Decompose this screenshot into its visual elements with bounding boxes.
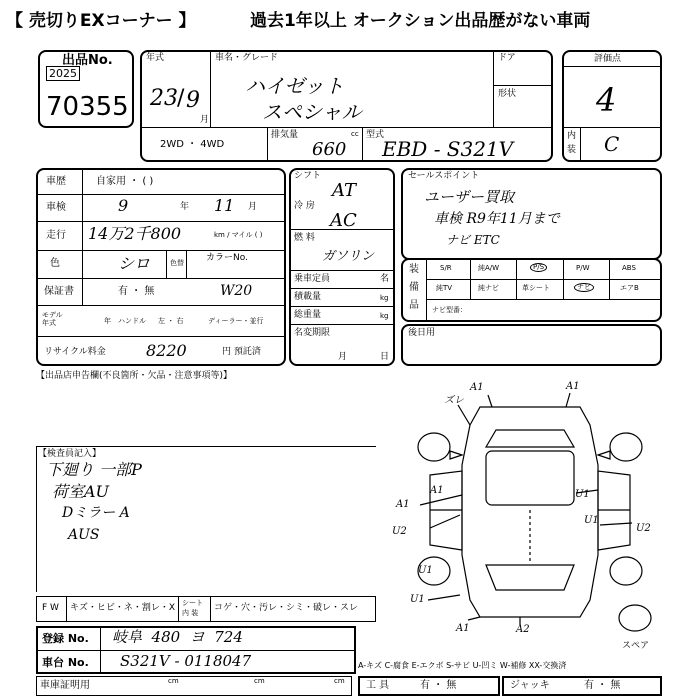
recycle-unit: 円 預託済: [222, 347, 261, 357]
equip-sr: S/R: [440, 264, 452, 272]
diagram-mark-12: A2: [516, 624, 530, 635]
equip-airbag: エアB: [620, 284, 639, 292]
mileage-unit: km / マイル ( ): [214, 231, 263, 239]
color-no-value: W20: [220, 283, 253, 299]
fw-label: F W: [42, 603, 59, 613]
equip-pw: P/W: [576, 264, 590, 272]
equip-navi: ナビ: [574, 283, 594, 292]
spare-label: スペア: [622, 641, 650, 651]
reg-label: 登録 No.: [42, 632, 89, 645]
fw-items: キズ・ヒビ・ネ・割レ・X: [70, 603, 175, 613]
equip-label-3: 品: [409, 300, 419, 311]
equip-tv: 純TV: [436, 284, 453, 292]
jack-value: 有 ・ 無: [584, 680, 621, 691]
gross-label: 総重量: [294, 310, 322, 320]
grade-value: スペシャル: [262, 100, 362, 124]
diagram-mark-8: U1: [584, 515, 599, 526]
fuel-value: ガソリン: [322, 249, 375, 264]
handle-label: ハンドル: [118, 317, 146, 325]
mileage-label: 走行: [46, 230, 66, 241]
name-change-day: 日: [380, 352, 390, 362]
interior-value: C: [604, 132, 620, 156]
name-change-month: 月: [338, 352, 348, 362]
displacement-label: 排気量: [271, 130, 299, 140]
dealer-label: ディーラー・並行: [208, 317, 264, 325]
cert-cm-1: cm: [168, 677, 179, 685]
lot-number: 70355: [46, 92, 129, 122]
navi-model-label: ナビ型番：: [432, 306, 467, 314]
capacity-unit: 名: [380, 274, 390, 284]
recycle-label: リサイクル料金: [44, 347, 106, 357]
inspection-label: 車検: [46, 202, 66, 213]
name-label: 車名・グレード: [215, 53, 279, 63]
load-unit: kg: [380, 294, 389, 302]
diagram-mark-3: ズレ: [444, 395, 464, 406]
year-label: 年式: [146, 53, 165, 63]
fuel-label: 燃 料: [294, 233, 315, 243]
ac-value: AC: [330, 210, 357, 231]
inspection-year: 9: [118, 196, 129, 215]
displacement-unit: cc: [351, 130, 359, 138]
diagram-mark-6: U1: [575, 489, 590, 500]
color-label: 色: [50, 258, 60, 269]
diagram-mark-7: U2: [392, 526, 407, 537]
cert-cm-3: cm: [334, 677, 345, 685]
name-change-label: 名変期限: [294, 328, 331, 338]
lot-label: 出品No.: [62, 53, 113, 68]
shift-label: シフト: [294, 171, 322, 181]
diagram-mark-9: U2: [636, 523, 651, 534]
model-label: 型式: [366, 130, 385, 140]
model-year-unit: 年: [104, 317, 111, 325]
equip-ps: P/S: [530, 263, 547, 272]
equip-navi-oem: 純ナビ: [478, 284, 499, 292]
diagram-mark-10: U1: [410, 594, 425, 605]
lot-year-tag: 2025: [46, 66, 80, 81]
inspector-label: 【検査員記入】: [38, 449, 102, 459]
score-label: 評価点: [594, 54, 622, 64]
sheet-label-1: シート: [182, 599, 203, 607]
warranty-value: 有 ・ 無: [118, 286, 155, 297]
capacity-label: 乗車定員: [294, 274, 331, 284]
color-no-label: カラーNo.: [206, 253, 248, 263]
ac-label: 冷 房: [294, 201, 315, 211]
diagram-mark-5: A1: [430, 485, 444, 496]
equip-label-1: 装: [409, 264, 419, 275]
diagram-mark-1: A1: [470, 382, 484, 393]
name-value: ハイゼット: [245, 74, 344, 98]
tool-value: 有 ・ 無: [420, 680, 457, 691]
diagram-mark-2: A1: [566, 381, 580, 392]
drive-label: 2WD ・ 4WD: [160, 139, 225, 150]
jack-label: ジャッキ: [510, 680, 550, 691]
inspector-line-1: 下廻り 一部P: [46, 460, 142, 479]
color-value: シロ: [118, 254, 151, 273]
door-label: ドア: [498, 53, 516, 63]
header-right-title: 過去1年以上 オークション出品歴がない車両: [250, 11, 591, 31]
sales-label: セールスポイント: [408, 171, 480, 181]
chassis-value: S321V - 0118047: [120, 652, 252, 670]
diagram-mark-13: U1: [418, 565, 433, 576]
sheet-items: コゲ・穴・汚レ・シミ・破レ・スレ: [214, 603, 359, 613]
inspector-line-3: Dミラー A: [62, 505, 130, 521]
inspector-line-2: 荷室AU: [52, 482, 110, 501]
color-change-label: 色替: [170, 259, 184, 267]
inspection-month-unit: 月: [248, 202, 258, 212]
equip-aw: 純A/W: [478, 264, 500, 272]
tool-label: 工 具: [366, 680, 390, 691]
displacement-value: 660: [312, 139, 347, 160]
damage-legend: A-キズ C-腐食 E-エクボ S-サビ U-凹ミ W-補修 XX-交換済: [358, 661, 567, 670]
diagram-mark-4: A1: [396, 499, 410, 510]
year-value: 23: [150, 86, 178, 111]
sales-line-3: ナビ ETC: [446, 233, 500, 247]
diagram-mark-11: A1: [456, 623, 470, 634]
model-value: EBD - S321V: [382, 137, 514, 161]
history-value: 自家用 ・ ( ): [96, 176, 154, 187]
gross-unit: kg: [380, 312, 389, 320]
cert-cm-2: cm: [254, 677, 265, 685]
recycle-value: 8220: [146, 341, 187, 360]
interior-label-1: 内: [567, 131, 577, 141]
interior-label-2: 装: [567, 145, 577, 155]
after-label: 後日用: [408, 328, 436, 338]
equip-abs: ABS: [622, 264, 636, 272]
warranty-label: 保証書: [44, 286, 74, 297]
handle-value: 左 ・ 右: [158, 317, 184, 325]
shift-value: AT: [332, 180, 357, 201]
after-box: [401, 324, 662, 366]
inspection-month: 11: [214, 196, 235, 215]
inspection-year-unit: 年: [180, 202, 190, 212]
shape-label: 形状: [498, 89, 517, 99]
mileage-value: 14万2千800: [88, 224, 182, 243]
sales-line-1: ユーザー買取: [424, 188, 515, 206]
inspector-line-4: AUS: [68, 527, 100, 543]
history-label: 車歴: [46, 176, 66, 187]
sheet-label-2: 内 装: [182, 609, 199, 617]
load-label: 積載量: [294, 292, 322, 302]
chassis-label: 車台 No.: [42, 656, 89, 669]
cert-label: 車庫証明用: [40, 680, 90, 691]
month-unit: 月: [200, 115, 210, 125]
equip-label-2: 備: [409, 282, 419, 293]
header-left-title: 【 売切りEXコーナー 】: [6, 11, 196, 31]
reg-value: 岐阜 480 ヨ 724: [112, 628, 243, 646]
model-year-label: モデル年式: [42, 311, 63, 327]
score-value: 4: [596, 81, 617, 119]
car-diagram: [400, 382, 660, 635]
sales-line-2: 車検 R9年11月まで: [434, 211, 560, 227]
month-value: 9: [186, 88, 200, 113]
notice-label: 【出品店申告欄(不良箇所・欠品・注意事項等)】: [36, 371, 233, 381]
equip-leather: 革シート: [522, 284, 550, 292]
